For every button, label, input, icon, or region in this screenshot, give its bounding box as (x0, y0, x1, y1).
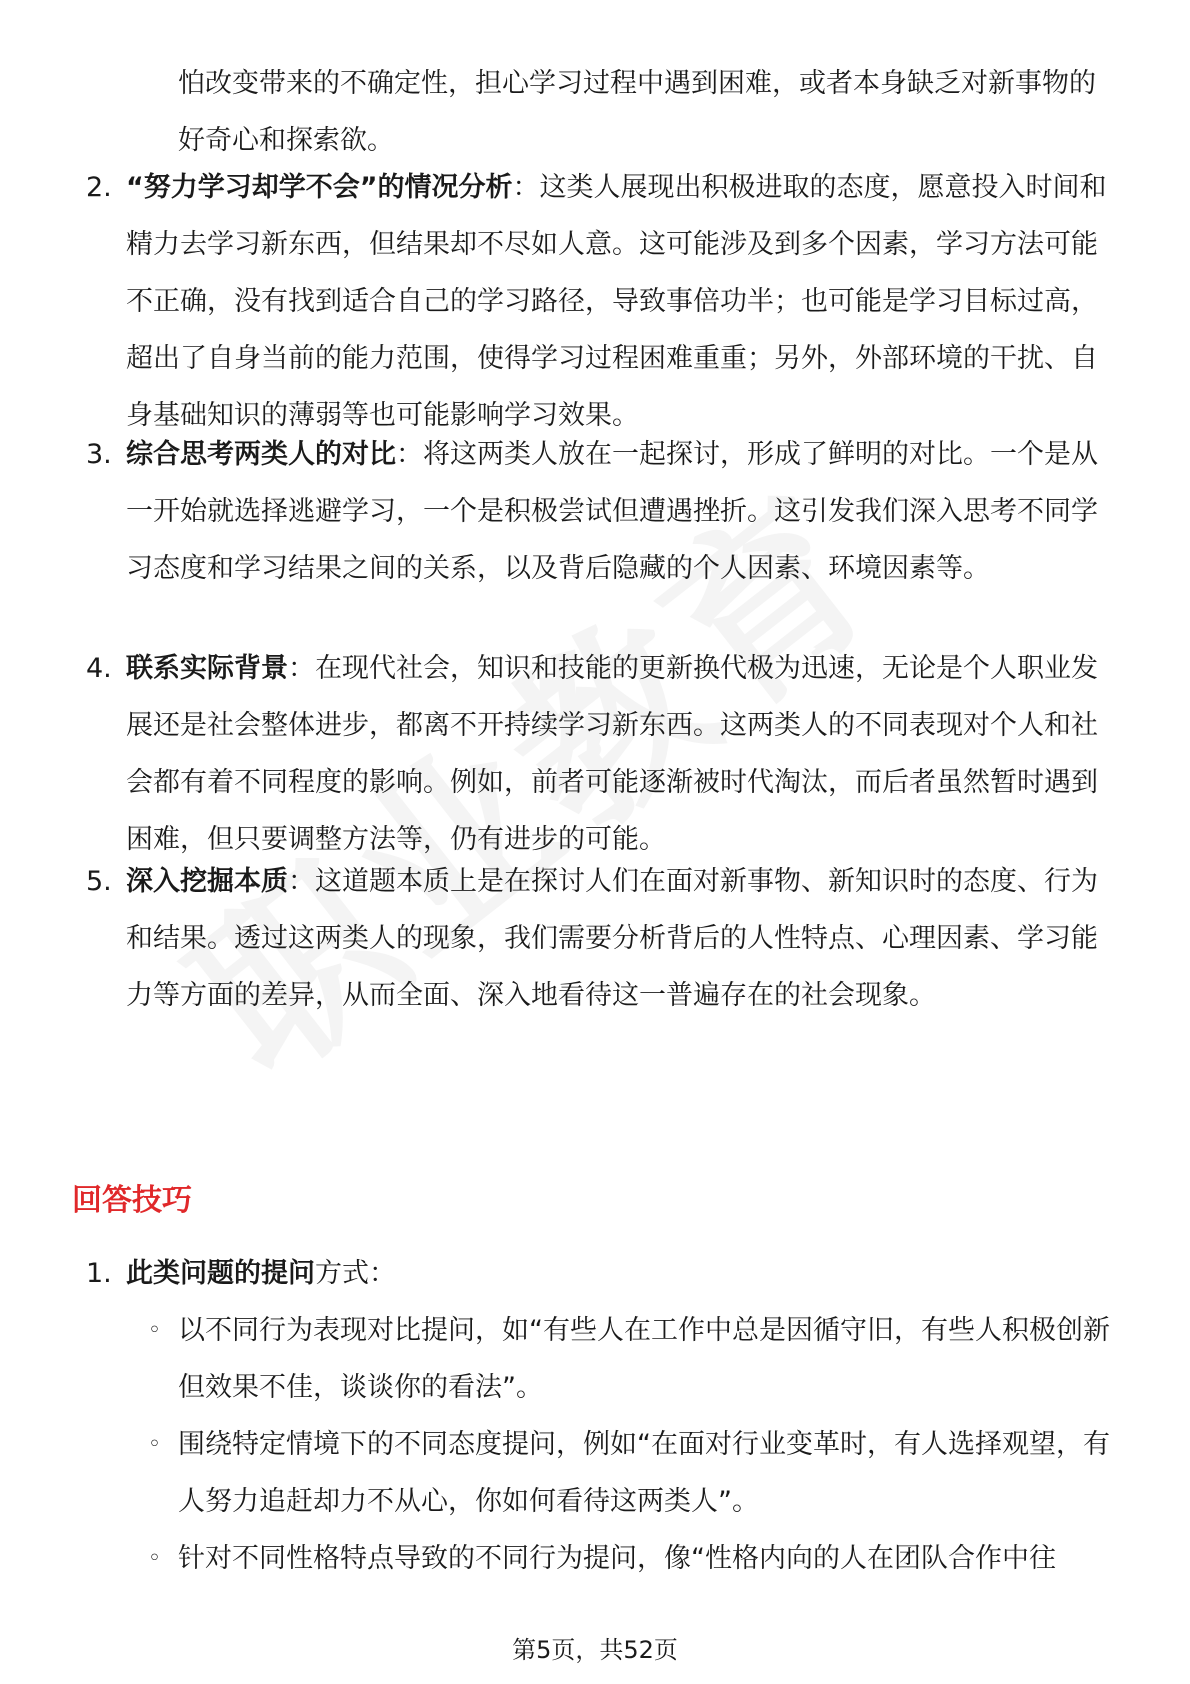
list-item (86, 640, 1118, 868)
bullet-icon: ◦ (148, 1432, 161, 1457)
sub-list-item (148, 1416, 1118, 1530)
list-number: 5. (86, 866, 112, 897)
list-item-title: “努力学习却学不会”的情况分析 (126, 172, 513, 203)
list-number: 2. (86, 172, 112, 203)
sub-item-text: 围绕特定情境下的不同态度提问，例如“在面对行业变革时，有人选择观望，有人努力追赶却力不从心，你如何看待这两类人”。 (178, 1429, 1110, 1517)
bullet-icon: ◦ (148, 1546, 161, 1571)
list-number: 4. (86, 653, 112, 684)
page-footer: 第5页，共52页 (512, 1636, 678, 1664)
list-item-title: 深入挖掘本质 (126, 866, 288, 897)
list-number: 1. (86, 1258, 112, 1289)
list-item-body: ：这道题本质上是在探讨人们在面对新事物、新知识时的态度、行为和结果。透过这两类人的现象，我们需要分析背后的人性特点、心理因素、学习能力等方面的差异，从而全面、深入地看待这一普遍存在的社会现象。 (126, 866, 1098, 1011)
sub-list-item (148, 1302, 1118, 1416)
sub-item-text: 以不同行为表现对比提问，如“有些人在工作中总是因循守旧，有些人积极创新但效果不佳，谈谈你的看法”。 (178, 1315, 1110, 1403)
list-number: 3. (86, 439, 112, 470)
list-item-title: 综合思考两类人的对比 (126, 439, 396, 470)
tips-item-title: 此类问题的提问 (126, 1258, 315, 1289)
list-item-body: ：这类人展现出积极进取的态度，愿意投入时间和精力去学习新东西，但结果却不尽如人意。这可能涉及到多个因素，学习方法可能不正确，没有找到适合自己的学习路径，导致事倍功半；也可能是学习目标过高，超出了自身当前的能力范围，使得学习过程困难重重；另外，外部环境的干扰、自身基础知识的薄弱等也可能影响学习效果。 (126, 172, 1107, 431)
sub-list-item (148, 1530, 1118, 1587)
list-item-body: ：在现代社会，知识和技能的更新换代极为迅速，无论是个人职业发展还是社会整体进步，都离不开持续学习新东西。这两类人的不同表现对个人和社会都有着不同程度的影响。例如，前者可能逐渐被时代淘汰，而后者虽然暂时遇到困难，但只要调整方法等，仍有进步的可能。 (126, 653, 1098, 855)
bullet-icon: ◦ (148, 1318, 161, 1343)
tips-item-title-rest: 方式： (315, 1258, 396, 1289)
list-item-title: 联系实际背景 (126, 653, 288, 684)
tips-list-item (86, 1245, 1118, 1302)
continuation-paragraph: 怕改变带来的不确定性，担心学习过程中遇到困难，或者本身缺乏对新事物的好奇心和探索欲。 (178, 68, 1096, 156)
sub-item-text: 针对不同性格特点导致的不同行为提问，像“性格内向的人在团队合作中往 (178, 1543, 1056, 1574)
section-title: 回答技巧 (72, 1183, 192, 1218)
list-item (86, 853, 1118, 1024)
list-item (86, 159, 1118, 444)
list-item-body: ：将这两类人放在一起探讨，形成了鲜明的对比。一个是从一开始就选择逃避学习，一个是积极尝试但遭遇挫折。这引发我们深入思考不同学习态度和学习结果之间的关系，以及背后隐藏的个人因素、环境因素等。 (126, 439, 1098, 584)
list-item (86, 426, 1118, 597)
